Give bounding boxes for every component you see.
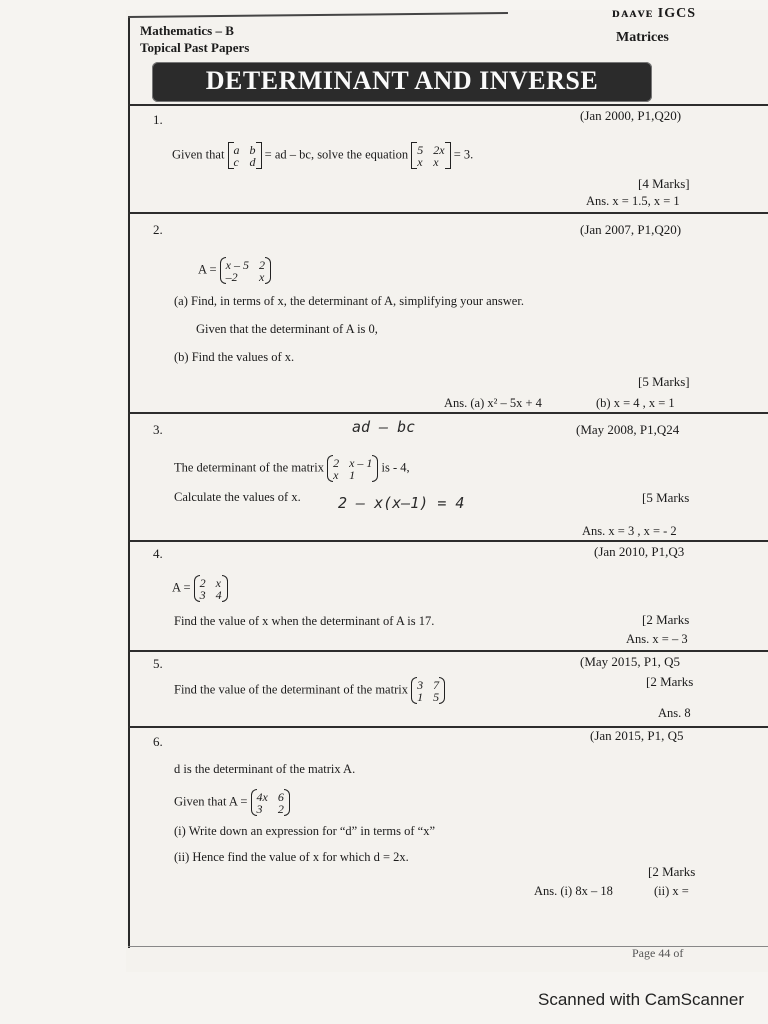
matrix: 2 x – 1 x 1 <box>329 456 376 481</box>
banner-title: DETERMINANT AND INVERSE <box>205 66 599 95</box>
part-ii: (ii) Hence find the value of x for which d = 2x. <box>174 850 409 864</box>
question-number: 5. <box>153 656 163 671</box>
page-footer: Page 44 of <box>632 946 684 960</box>
question-number: 2. <box>153 222 163 237</box>
matrix-a: 4x 6 3 2 <box>253 790 288 815</box>
divider <box>128 540 768 542</box>
marks-label: [2 Marks <box>646 674 694 689</box>
matrix-equation: 5 2x x x <box>413 143 448 168</box>
part-a: (a) Find, in terms of x, the determinant of A, simplifying your answer. <box>174 294 524 308</box>
marks-label: [4 Marks] <box>638 176 690 191</box>
question-source: (Jan 2010, P1,Q3 <box>594 544 685 559</box>
question-source: (May 2015, P1, Q5 <box>580 654 681 669</box>
question-number: 6. <box>153 734 163 749</box>
marks-label: [2 Marks <box>642 612 690 627</box>
question-source: (May 2008, P1,Q24 <box>576 422 680 437</box>
line-1: d is the determinant of the matrix A. <box>174 762 356 776</box>
brand-fragment: ᴅᴀᴀᴠᴇ IGCS <box>612 6 697 21</box>
camscanner-watermark: Scanned with CamScanner <box>538 990 745 1009</box>
given-matrix: Given that A = 4x 6 3 2 <box>174 790 290 815</box>
answer-ii: (ii) x = <box>654 884 689 898</box>
answer: Ans. 8 <box>658 706 691 720</box>
topic-label: Matrices <box>616 30 669 45</box>
marks-label: [5 Marks] <box>638 374 690 389</box>
matrix: 3 7 1 5 <box>413 678 443 703</box>
marks-label: [2 Marks <box>648 864 696 879</box>
header-left <box>140 22 249 56</box>
divider <box>128 212 768 214</box>
answer: Ans. x = 3 , x = - 2 <box>582 524 677 538</box>
question-number: 3. <box>153 422 163 437</box>
matrix-a: x – 5 2 –2 x <box>222 258 269 283</box>
answer-b: (b) x = 4 , x = 1 <box>596 396 675 410</box>
question-source: (Jan 2000, P1,Q20) <box>580 108 682 123</box>
calc-text: Calculate the values of x. <box>174 490 301 504</box>
question-source: (Jan 2007, P1,Q20) <box>580 222 682 237</box>
answer: Ans. x = – 3 <box>626 632 688 646</box>
part-i: (i) Write down an expression for “d” in terms of “x” <box>174 824 435 838</box>
question-source: (Jan 2015, P1, Q5 <box>590 728 684 743</box>
question-number: 4. <box>153 546 163 561</box>
question-text: The determinant of the matrix 2 x – 1 x 1 is - 4, <box>174 456 410 482</box>
question-text: Find the value of x when the determinant of A is 17. <box>174 614 435 628</box>
subject-label: Mathematics – B <box>140 23 234 38</box>
question-number: 1. <box>153 112 163 127</box>
marks-label: [5 Marks <box>642 490 690 505</box>
left-margin-rule <box>128 18 130 948</box>
handwritten-working: 2 – x(x–1) = 4 <box>338 494 465 512</box>
question-text: Find the value of the determinant of the matrix 3 7 1 5 <box>174 678 445 703</box>
matrix-definition: a b c d <box>230 143 260 168</box>
answer: Ans. x = 1.5, x = 1 <box>586 194 680 208</box>
given-text: Given that the determinant of A is 0, <box>196 322 378 336</box>
handwritten-note: ad – bc <box>352 418 416 436</box>
title-banner <box>152 62 652 102</box>
answer-a: Ans. (a) x² – 5x + 4 <box>444 396 542 410</box>
answer-i: Ans. (i) 8x – 18 <box>534 884 613 898</box>
divider <box>128 104 768 106</box>
divider <box>128 412 768 414</box>
matrix-a-definition: A = 2 x 3 4 <box>172 576 228 601</box>
series-label: Topical Past Papers <box>140 40 250 55</box>
question-text: Given that a b c d = ad – bc, solve the equation 5 2x x x = 3. <box>172 143 474 169</box>
matrix-a: 2 x 3 4 <box>196 576 226 601</box>
matrix-a-definition: A = x – 5 2 –2 x <box>198 258 271 283</box>
divider <box>128 650 768 652</box>
part-b: (b) Find the values of x. <box>174 350 295 364</box>
